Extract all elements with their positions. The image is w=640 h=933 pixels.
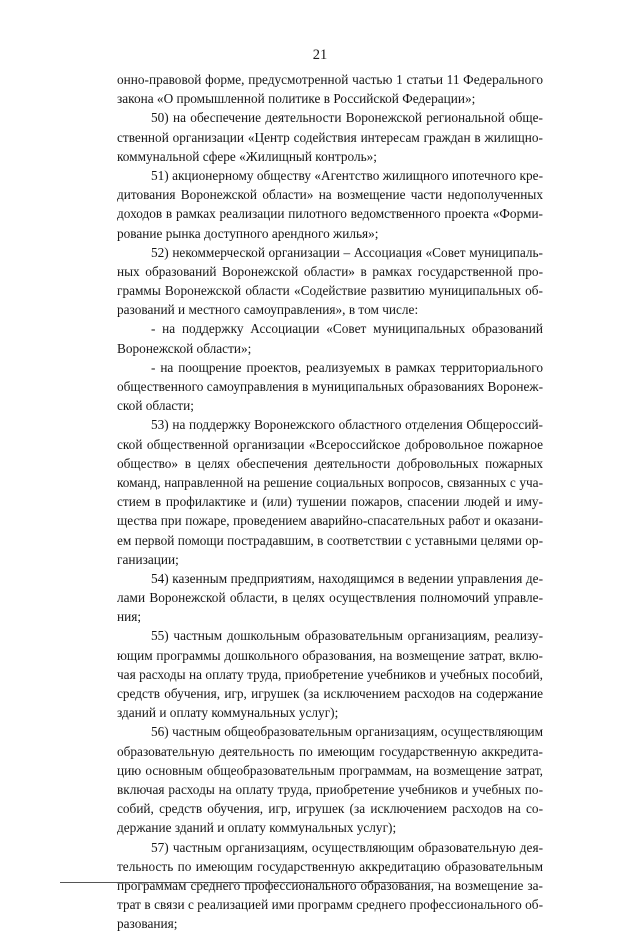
paragraph-p-cont [117, 70, 543, 108]
text-line: зданий и оплату коммунальных услуг); [117, 703, 543, 722]
text-line: ской области; [117, 396, 543, 415]
text-line: ганизации; [117, 550, 543, 569]
text-line: рование рынка доступного арендного жилья»; [117, 224, 543, 243]
paragraph-p-55 [117, 626, 543, 722]
text-line: граммы Воронежской области «Содействие развитию муниципальных об- [117, 281, 543, 300]
text-line: ющим программы дошкольного образования, на возмещение затрат, вклю- [117, 646, 543, 665]
text-line: 51) акционерному обществу «Агентство жилищного ипотечного кре- [117, 166, 543, 185]
paragraph-p-54 [117, 569, 543, 627]
paragraph-p-52-b [117, 358, 543, 416]
paragraph-p-56 [117, 722, 543, 837]
paragraph-p-52-a [117, 319, 543, 357]
text-line: дитования Воронежской области» на возмещение части недополученных [117, 185, 543, 204]
text-line: 52) некоммерческой организации – Ассоциация «Совет муниципаль- [117, 243, 543, 262]
text-line: ственной организации «Центр содействия интересам граждан в жилищно- [117, 128, 543, 147]
text-line: ской общественной организации «Всероссийское добровольное пожарное [117, 435, 543, 454]
text-line: - на поощрение проектов, реализуемых в рамках территориального [117, 358, 543, 377]
paragraph-p-57 [117, 838, 543, 933]
text-line: щества при пожаре, проведением аварийно-спасательных работ и оказани- [117, 511, 543, 530]
text-line: Воронежской области»; [117, 339, 543, 358]
text-line: лами Воронежской области, в целях осуществления полномочий управле- [117, 588, 543, 607]
text-line: общественного самоуправления в муниципальных образованиях Воронеж- [117, 377, 543, 396]
text-line: 56) частным общеобразовательным организациям, осуществляющим [117, 722, 543, 741]
text-line: ных образований Воронежской области» в рамках государственной про- [117, 262, 543, 281]
paragraph-p-53 [117, 415, 543, 569]
text-line: - на поддержку Ассоциации «Совет муниципальных образований [117, 319, 543, 338]
page-number: 21 [0, 47, 640, 64]
footer-rule [60, 882, 410, 883]
text-line: разования; [117, 914, 543, 933]
document-body [117, 70, 543, 933]
text-line: тельность по имеющим государственную аккредитацию образовательным [117, 857, 543, 876]
text-line: 53) на поддержку Воронежского областного отделения Общероссий- [117, 415, 543, 434]
text-line: программам среднего профессионального образования, на возмещение за- [117, 876, 543, 895]
footer-rule-tail [410, 882, 440, 883]
text-line: включая расходы на оплату труда, приобретение учебников и учебных по- [117, 780, 543, 799]
text-line: 50) на обеспечение деятельности Воронежской региональной обще- [117, 108, 543, 127]
text-line: ем первой помощи пострадавшим, в соответствии с уставными целями ор- [117, 531, 543, 550]
text-line: ния; [117, 607, 543, 626]
text-line: закона «О промышленной политике в Российской Федерации»; [117, 89, 543, 108]
text-line: доходов в рамках реализации пилотного ведомственного проекта «Форми- [117, 204, 543, 223]
text-line: 57) частным организациям, осуществляющим образовательную дея- [117, 838, 543, 857]
text-line: онно-правовой форме, предусмотренной частью 1 статьи 11 Федерального [117, 70, 543, 89]
text-line: команд, направленной на решение социальных вопросов, связанных с уча- [117, 473, 543, 492]
text-line: 55) частным дошкольным образовательным организациям, реализу- [117, 626, 543, 645]
paragraph-p-51 [117, 166, 543, 243]
text-line: средств обучения, игр, игрушек (за исключением расходов на содержание [117, 684, 543, 703]
text-line: чая расходы на оплату труда, приобретение учебников и учебных пособий, [117, 665, 543, 684]
text-line: собий, средств обучения, игр, игрушек (за исключением расходов на со- [117, 799, 543, 818]
text-line: трат в связи с реализацией ими программ среднего профессионального об- [117, 895, 543, 914]
text-line: общество» в целях обеспечения деятельности добровольных пожарных [117, 454, 543, 473]
text-line: держание зданий и оплату коммунальных услуг); [117, 818, 543, 837]
text-line: стием в профилактике и (или) тушении пожаров, спасении людей и иму- [117, 492, 543, 511]
paragraph-p-52 [117, 243, 543, 320]
text-line: разований и местного самоуправления», в том числе: [117, 300, 543, 319]
text-line: цию основным общеобразовательным программам, на возмещение затрат, [117, 761, 543, 780]
text-line: 54) казенным предприятиям, находящимся в ведении управления де- [117, 569, 543, 588]
text-line: образовательную деятельность по имеющим государственную аккредита- [117, 742, 543, 761]
text-line: коммунальной сфере «Жилищный контроль»; [117, 147, 543, 166]
paragraph-p-50 [117, 108, 543, 166]
